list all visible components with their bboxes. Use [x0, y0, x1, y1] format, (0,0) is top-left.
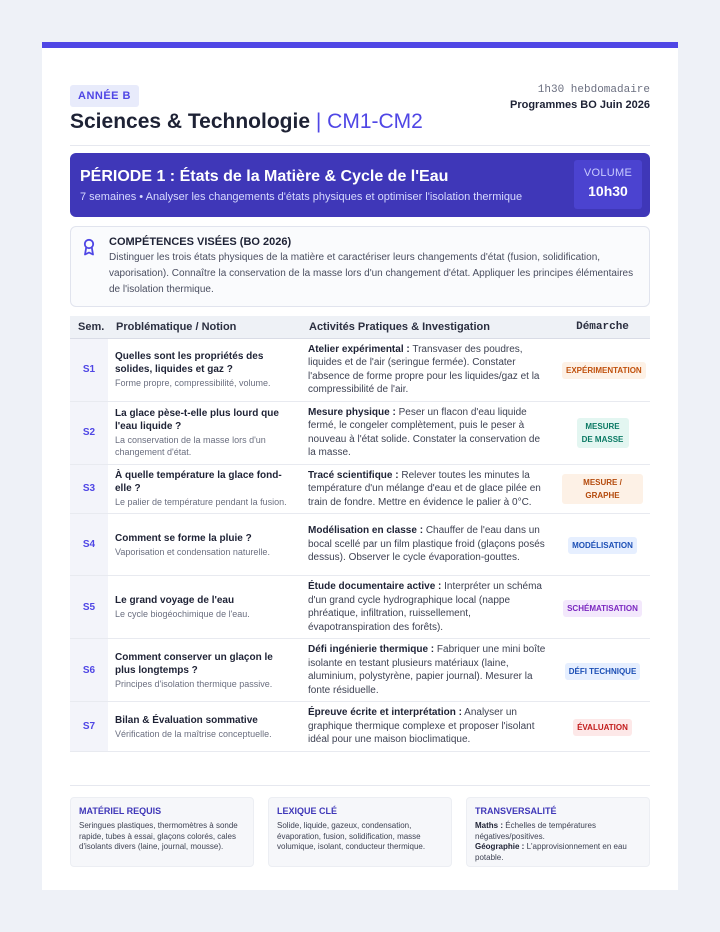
- activity-title: Défi ingénierie thermique :: [308, 644, 435, 655]
- demarche-tag: MODÉLISATION: [568, 537, 637, 554]
- lexique-box: [268, 797, 452, 867]
- header: [70, 80, 650, 146]
- sequence-table: [70, 316, 650, 752]
- activity-cell: [301, 401, 555, 464]
- demarche-cell: [555, 639, 650, 702]
- transversalite-geo: [475, 842, 641, 863]
- problem-question: À quelle température la glace fond-elle ?: [115, 470, 282, 495]
- demarche-cell: [555, 514, 650, 576]
- activity-cell: [301, 514, 555, 576]
- problem-notion: Le cycle biogéochimique de l'eau.: [115, 609, 250, 619]
- activity-title: Étude documentaire active :: [308, 581, 442, 592]
- problem-question: Le grand voyage de l'eau: [115, 595, 235, 606]
- period-banner: [70, 153, 650, 217]
- demarche-tag: EXPÉRIMENTATION: [562, 362, 646, 379]
- period-title: PÉRIODE 1 : États de la Matière & Cycle de l'Eau: [80, 168, 449, 185]
- volume-label: VOLUME: [583, 167, 633, 179]
- activity-title: Atelier expérimental :: [308, 343, 410, 355]
- demarche-cell: [555, 401, 650, 464]
- problem-cell: [108, 338, 301, 401]
- activity-text: Chauffer de l'eau dans un bocal scellé par un film plastique froid (glaçons posés dessus). Observer le cycle évaporation-gouttes.: [308, 525, 545, 564]
- activity-text: Transvaser des poudres, liquides et de l'air (seringue fermée). Constater l'absence de forme propre pour les liquides/gaz et la compressibilité de l'air.: [308, 343, 540, 395]
- problem-cell: [108, 639, 301, 702]
- problem-question: Bilan & Évaluation sommative: [115, 714, 258, 726]
- demarche-cell: [555, 702, 650, 752]
- award-ribbon-icon: [82, 238, 96, 256]
- problem-cell: [108, 464, 301, 514]
- activity-text: Peser un flacon d'eau liquide fermé, le congeler complètement, puis le peser à nouveau à l'état solide. Constater la conservation de la masse.: [308, 406, 541, 458]
- demarche-tag: MESURE / GRAPHE: [562, 474, 643, 504]
- page-title: [70, 110, 423, 134]
- table-row: [70, 338, 650, 401]
- program-label: Programmes BO Juin 2026: [509, 99, 650, 111]
- problem-notion: Vérification de la maîtrise conceptuelle.: [115, 728, 272, 739]
- transversalite-box: [466, 797, 650, 867]
- problem-question: La glace pèse-t-elle plus lourd que l'eau liquide ?: [115, 408, 279, 432]
- lexique-text: Solide, liquide, gazeux, condensation, évaporation, fusion, solidification, masse volumique, isolant, conducteur thermique.: [277, 821, 426, 851]
- week-cell: S3: [70, 464, 108, 514]
- activity-title: Modélisation en classe :: [308, 525, 424, 537]
- problem-notion: Forme propre, compressibilité, volume.: [115, 378, 271, 388]
- activity-cell: [301, 576, 555, 639]
- week-cell: S7: [70, 702, 108, 752]
- activity-cell: [301, 464, 555, 514]
- volume-box: [574, 160, 642, 209]
- activity-cell: [301, 639, 555, 702]
- problem-question: Comment conserver un glaçon le plus longtemps ?: [115, 651, 273, 676]
- activity-cell: [301, 338, 555, 401]
- maths-label: Maths :: [475, 821, 503, 830]
- footer: [70, 785, 650, 862]
- week-cell: S4: [70, 514, 108, 576]
- activity-text: Analyser un graphique thermique complexe et proposer l'isolant idéal pour une maison bioclimatique.: [308, 707, 535, 746]
- problem-cell: [108, 576, 301, 639]
- table-row: [70, 514, 650, 576]
- week-cell: S6: [70, 639, 108, 702]
- activity-title: Tracé scientifique :: [308, 469, 399, 481]
- level-label: CM1-CM2: [327, 110, 423, 133]
- table-row: [70, 401, 650, 464]
- activity-title: Mesure physique :: [308, 406, 396, 418]
- lexique-title: LEXIQUE CLÉ: [277, 806, 338, 816]
- header-sem: Sem.: [70, 316, 108, 338]
- week-cell: S1: [70, 338, 108, 401]
- problem-notion: Principes d'isolation thermique passive.: [115, 678, 273, 689]
- materiel-text: Seringues plastiques, thermomètres à sonde rapide, tubes à essai, glaçons colorés, cales d'isolants divers (laine, journal, mousse).: [79, 821, 238, 851]
- problem-notion: Le palier de température pendant la fusion.: [115, 497, 287, 508]
- transversalite-title: TRANSVERSALITÉ: [475, 806, 557, 816]
- header-problematique: Problématique / Notion: [108, 316, 301, 338]
- materiel-box: [70, 797, 254, 867]
- table-row: [70, 576, 650, 639]
- period-subtitle: 7 semaines • Analyser les changements d'états physiques et optimiser l'isolation thermique: [80, 191, 523, 203]
- problem-notion: Vaporisation et condensation naturelle.: [115, 546, 270, 557]
- demarche-cell: [555, 464, 650, 514]
- week-cell: S2: [70, 401, 108, 464]
- demarche-tag: MESURE DE MASSE: [577, 418, 629, 448]
- page: [42, 42, 678, 890]
- week-cell: S5: [70, 576, 108, 639]
- volume-value: 10h30: [588, 183, 628, 199]
- competences-title: COMPÉTENCES VISÉES (BO 2026): [109, 236, 292, 248]
- problem-question: Quelles sont les propriétés des solides, liquides et gaz ?: [115, 351, 264, 375]
- problem-cell: [108, 702, 301, 752]
- table-row: [70, 464, 650, 514]
- competences-box: [70, 226, 650, 307]
- demarche-tag: ÉVALUATION: [573, 719, 632, 736]
- activity-text: Interpréter un schéma d'un grand cycle hydrographique local (nappe phréatique, infiltration, ruissellement, évapotranspiration des forêts).: [308, 581, 542, 633]
- demarche-cell: [555, 576, 650, 639]
- problem-question: Comment se forme la pluie ?: [115, 532, 252, 544]
- problem-cell: [108, 401, 301, 464]
- problem-notion: La conservation de la masse lors d'un changement d'état.: [115, 435, 266, 457]
- geo-label: Géographie :: [475, 842, 525, 851]
- geo-text: L'approvisionnement en eau potable.: [475, 842, 627, 862]
- activity-text: Relever toutes les minutes la température d'un mélange d'eau et de glace pilée en train de fondre. Mettre en évidence le palier à 0°C.: [308, 469, 541, 508]
- table-row: [70, 639, 650, 702]
- header-activites: Activités Pratiques & Investigation: [301, 316, 555, 338]
- table-header-row: [70, 316, 650, 338]
- problem-cell: [108, 514, 301, 576]
- frequency-label: 1h30 hebdomadaire: [537, 84, 650, 96]
- table-row: [70, 702, 650, 752]
- activity-text: Fabriquer une mini boîte isolante en testant plusieurs matériaux (laine, aluminium, polystyrène, papier journal). Mesurer la fonte résiduelle.: [308, 644, 546, 696]
- materiel-title: MATÉRIEL REQUIS: [79, 806, 162, 816]
- demarche-tag: DÉFI TECHNIQUE: [565, 663, 641, 680]
- transversalite-maths: [475, 821, 641, 842]
- subject-title: Sciences & Technologie: [70, 110, 311, 133]
- demarche-tag: SCHÉMATISATION: [563, 600, 642, 617]
- activity-cell: [301, 702, 555, 752]
- maths-text: Échelles de températures négatives/positives.: [475, 821, 596, 841]
- activity-title: Épreuve écrite et interprétation :: [308, 707, 462, 719]
- title-separator: |: [315, 110, 322, 133]
- competences-text: Distinguer les trois états physiques de la matière et caractériser leurs changements d'état (fusion, solidification, vaporisation). Connaître la conservation de la masse lors d'un changement d'état. Appliquer les principes élémentaires de l'isolation thermique.: [109, 252, 634, 295]
- year-badge: ANNÉE B: [70, 85, 139, 107]
- demarche-cell: [555, 338, 650, 401]
- header-demarche: Démarche: [555, 316, 650, 338]
